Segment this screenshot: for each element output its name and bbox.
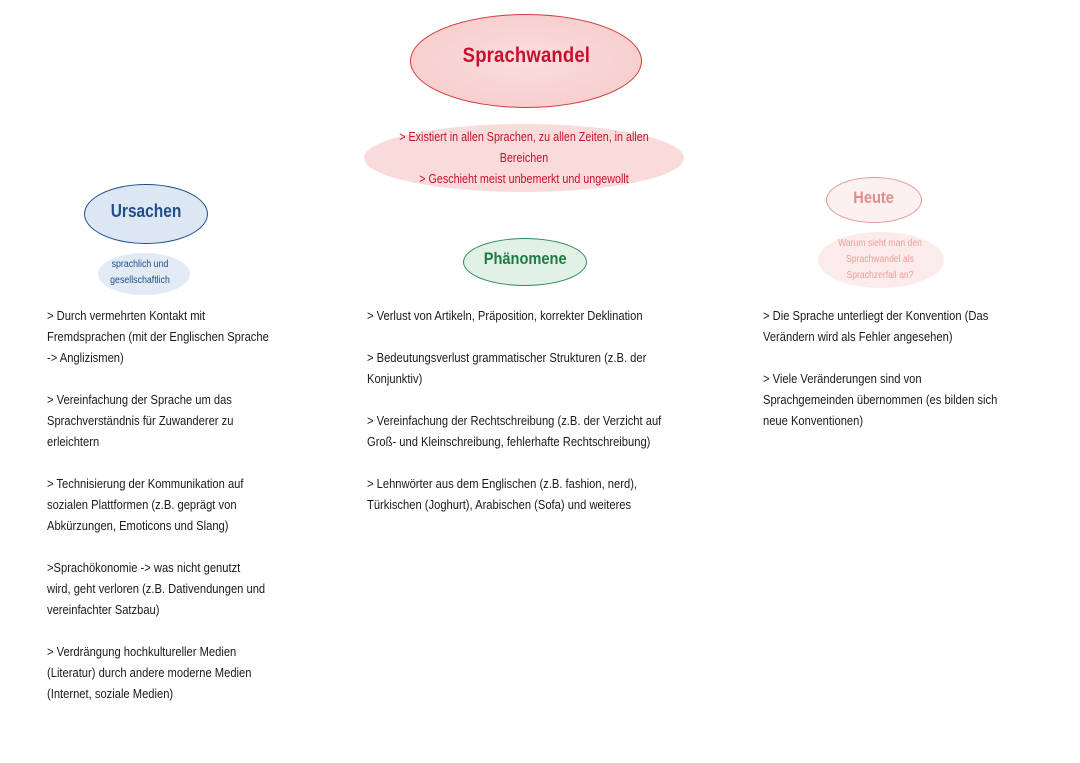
list-item: > Vereinfachung der Rechtschreibung (z.B. der Verzicht auf Groß- und Kleinschreibung, fehlerhafte Rechtschreibung) (367, 413, 662, 449)
heute-list (763, 305, 1038, 452)
subtitle-line-2: Bereichen (499, 151, 549, 165)
list-item: > Vereinfachung der Sprache um das Sprachverständnis für Zuwanderer zu erleichtern (47, 392, 234, 449)
heute-sub-line-3: Sprachzerfall an? (846, 270, 914, 281)
phaenomene-list (367, 305, 694, 536)
ursachen-heading: Ursachen (110, 200, 182, 221)
phaenomene-oval (463, 238, 587, 286)
list-item: > Technisierung der Kommunikation auf sozialen Plattformen (z.B. geprägt von Abkürzungen, Emoticons und Slang) (47, 476, 244, 533)
heute-sub-line-1: Warum sieht man den (838, 238, 922, 249)
list-item: > Lehnwörter aus dem Englischen (z.B. fashion, nerd), Türkischen (Joghurt), Arabischen (Sofa) und weiteres (367, 476, 638, 512)
list-item: > Verdrängung hochkultureller Medien (Literatur) durch andere moderne Medien (Internet, soziale Medien) (47, 644, 252, 701)
list-item: > Die Sprache unterliegt der Konvention (Das Verändern wird als Fehler angesehen) (763, 308, 989, 344)
list-item: > Bedeutungsverlust grammatischer Strukturen (z.B. der Konjunktiv) (367, 350, 647, 386)
ursachen-oval (84, 184, 208, 244)
ursachen-subtitle (96, 257, 184, 289)
ursachen-sub-line-2: gesellschaftlich (110, 275, 170, 286)
subtitle (386, 127, 661, 190)
ursachen-sub-line-1: sprachlich und (111, 259, 169, 270)
heute-heading: Heute (853, 188, 895, 207)
heute-subtitle (822, 236, 939, 284)
heute-sub-line-2: Sprachwandel als (846, 254, 914, 265)
subtitle-line-1: > Existiert in allen Sprachen, zu allen Zeiten, in allen (399, 130, 649, 144)
heute-oval (826, 177, 922, 223)
title-oval (410, 14, 642, 108)
list-item: >Sprachökonomie -> was nicht genutzt wird, geht verloren (z.B. Dativendungen und vereinfachter Satzbau) (47, 560, 266, 617)
ursachen-list (47, 305, 296, 725)
page-title: Sprachwandel (462, 44, 590, 67)
subtitle-line-3: > Geschieht meist unbemerkt und ungewollt (419, 172, 629, 186)
list-item: > Verlust von Artikeln, Präposition, korrekter Deklination (367, 308, 643, 323)
list-item: > Viele Veränderungen sind von Sprachgemeinden übernommen (es bilden sich neue Konventionen) (763, 371, 998, 428)
phaenomene-heading: Phänomene (483, 249, 567, 268)
list-item: > Durch vermehrten Kontakt mit Fremdsprachen (mit der Englischen Sprache -> Anglizismen) (47, 308, 269, 365)
